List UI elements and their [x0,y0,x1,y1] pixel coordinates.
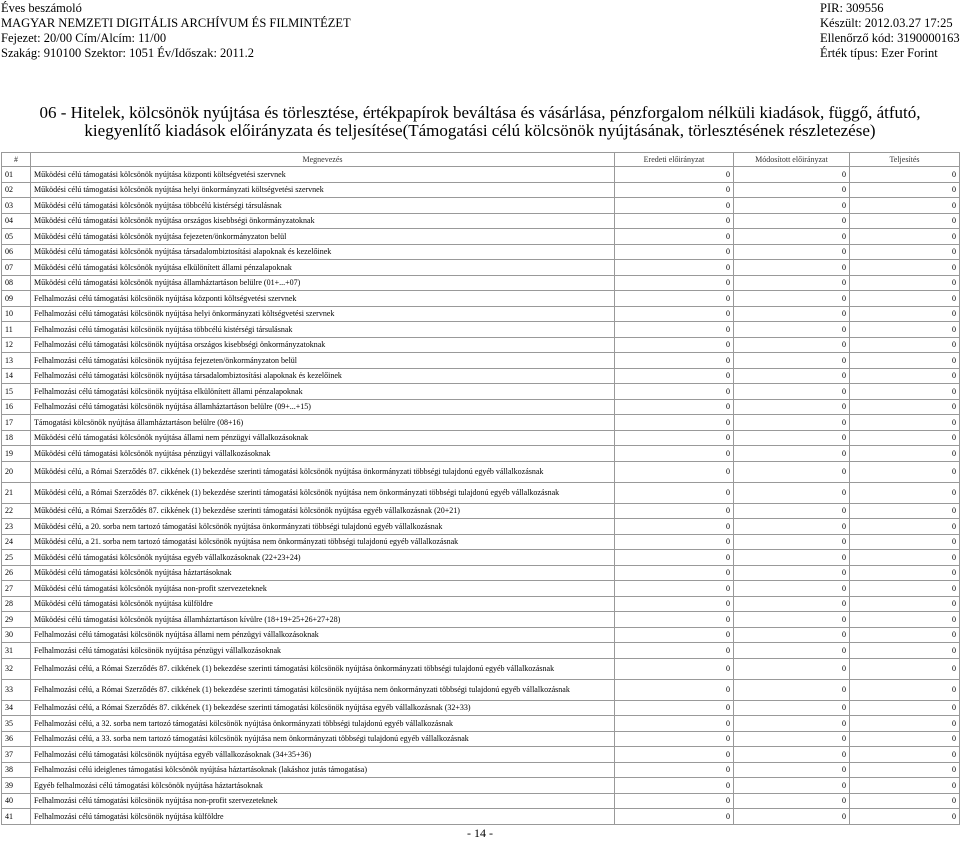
original-value: 0 [615,809,734,825]
row-label: Felhalmozási célú támogatási kölcsönök nyújtása non-profit szervezeteknek [31,793,615,809]
row-label: Működési célú támogatási kölcsönök nyújtása társadalombiztosítási alapoknak és kezelőinek [31,244,615,260]
row-label: Felhalmozási célú, a 32. sorba nem tartozó támogatási kölcsönök nyújtása önkormányzati többségi tulajdonú egyéb vállalkozásnak [31,716,615,732]
actual-value: 0 [850,747,960,763]
table-row [2,430,960,446]
modified-value: 0 [734,399,850,415]
row-number: 15 [2,384,31,400]
row-label: Működési célú támogatási kölcsönök nyújtása külföldre [31,596,615,612]
original-value: 0 [615,244,734,260]
row-number: 19 [2,446,31,462]
sector-period: Szakág: 910100 Szektor: 1051 Év/Időszak: 2011.2 [1,46,254,60]
row-number: 40 [2,793,31,809]
row-label: Felhalmozási célú támogatási kölcsönök nyújtása országos kisebbségi önkormányzatoknak [31,337,615,353]
row-number: 05 [2,229,31,245]
modified-value: 0 [734,612,850,628]
modified-value: 0 [734,627,850,643]
modified-value: 0 [734,581,850,597]
row-number: 20 [2,461,31,482]
table-row [2,534,960,550]
actual-value: 0 [850,182,960,198]
row-label: Működési célú, a 21. sorba nem tartozó támogatási kölcsönök nyújtása nem önkormányzati többségi tulajdonú egyéb vállalkozásnak [31,534,615,550]
original-value: 0 [615,762,734,778]
actual-value: 0 [850,384,960,400]
table-row [2,793,960,809]
original-value: 0 [615,612,734,628]
original-value: 0 [615,306,734,322]
table-row [2,519,960,535]
row-label: Felhalmozási célú támogatási kölcsönök nyújtása államháztartáson belülre (09+...+15) [31,399,615,415]
actual-value: 0 [850,337,960,353]
table-row [2,581,960,597]
actual-value: 0 [850,700,960,716]
row-number: 39 [2,778,31,794]
modified-value: 0 [734,658,850,679]
table-row [2,700,960,716]
table-row [2,627,960,643]
table-row [2,482,960,503]
original-value: 0 [615,182,734,198]
modified-value: 0 [734,793,850,809]
original-value: 0 [615,519,734,535]
actual-value: 0 [850,322,960,338]
original-value: 0 [615,700,734,716]
row-number: 12 [2,337,31,353]
row-label: Működési célú támogatási kölcsönök nyújtása fejezeten/önkormányzaton belül [31,229,615,245]
table-row [2,679,960,700]
original-value: 0 [615,291,734,307]
row-label: Működési célú, a Római Szerződés 87. cikkének (1) bekezdése szerinti támogatási kölcsönök nyújtása önkormányzati többségi tulajdonú egyéb vállalkozásnak [31,461,615,482]
row-number: 03 [2,198,31,214]
actual-value: 0 [850,213,960,229]
modified-value: 0 [734,809,850,825]
row-number: 38 [2,762,31,778]
actual-value: 0 [850,482,960,503]
original-value: 0 [615,399,734,415]
loan-table [1,152,960,825]
actual-value: 0 [850,430,960,446]
column-header-original: Eredeti előirányzat [615,153,734,167]
modified-value: 0 [734,229,850,245]
table-row [2,643,960,659]
modified-value: 0 [734,731,850,747]
row-label: Működési célú támogatási kölcsönök nyújtása egyéb vállalkozásoknak (22+23+24) [31,550,615,566]
modified-value: 0 [734,260,850,276]
row-label: Felhalmozási célú támogatási kölcsönök nyújtása állami nem pénzügyi vállalkozásoknak [31,627,615,643]
row-number: 22 [2,503,31,519]
original-value: 0 [615,353,734,369]
modified-value: 0 [734,167,850,183]
column-header-modified: Módosított előirányzat [734,153,850,167]
actual-value: 0 [850,167,960,183]
actual-value: 0 [850,229,960,245]
modified-value: 0 [734,384,850,400]
row-label: Felhalmozási célú támogatási kölcsönök nyújtása központi költségvetési szervnek [31,291,615,307]
table-row [2,778,960,794]
row-number: 24 [2,534,31,550]
modified-value: 0 [734,415,850,431]
row-label: Működési célú támogatási kölcsönök nyújtása többcélú kistérségi társulásnak [31,198,615,214]
row-number: 27 [2,581,31,597]
actual-value: 0 [850,658,960,679]
modified-value: 0 [734,778,850,794]
modified-value: 0 [734,244,850,260]
row-label: Működési célú, a Római Szerződés 87. cikkének (1) bekezdése szerinti támogatási kölcsönök nyújtása egyéb vállalkozásnak (20+21) [31,503,615,519]
original-value: 0 [615,430,734,446]
original-value: 0 [615,446,734,462]
table-row [2,716,960,732]
table-row [2,415,960,431]
actual-value: 0 [850,581,960,597]
row-label: Felhalmozási célú támogatási kölcsönök nyújtása pénzügyi vállalkozásoknak [31,643,615,659]
modified-value: 0 [734,700,850,716]
actual-value: 0 [850,260,960,276]
original-value: 0 [615,596,734,612]
row-number: 09 [2,291,31,307]
row-label: Működési célú, a Római Szerződés 87. cikkének (1) bekezdése szerinti támogatási kölcsönök nyújtása nem önkormányzati többségi tulajdonú egyéb vállalkozásnak [31,482,615,503]
actual-value: 0 [850,244,960,260]
row-number: 02 [2,182,31,198]
row-label: Működési célú támogatási kölcsönök nyújtása állami nem pénzügyi vállalkozásoknak [31,430,615,446]
page-title: 06 - Hitelek, kölcsönök nyújtása és törlesztése, értékpapírok beváltása és vásárlása, pénzforgalom nélküli kiadások, függő, átfutó, kiegyenlítő kiadások előirányzata és teljesítése(Támogatási célú kölcsönök nyújtásának, törlesztésének részletezése) [39,103,921,140]
modified-value: 0 [734,747,850,763]
row-number: 06 [2,244,31,260]
modified-value: 0 [734,291,850,307]
original-value: 0 [615,793,734,809]
row-number: 14 [2,368,31,384]
modified-value: 0 [734,762,850,778]
table-row [2,384,960,400]
modified-value: 0 [734,198,850,214]
table-row [2,446,960,462]
actual-value: 0 [850,762,960,778]
table-row [2,399,960,415]
header-right [820,1,960,61]
actual-value: 0 [850,306,960,322]
table-row [2,809,960,825]
row-number: 31 [2,643,31,659]
row-number: 07 [2,260,31,276]
table-row [2,550,960,566]
row-label: Felhalmozási célú ideiglenes támogatási kölcsönök nyújtása háztartásoknak (lakáshoz jutás támogatása) [31,762,615,778]
row-label: Működési célú támogatási kölcsönök nyújtása elkülönített állami pénzalapoknak [31,260,615,276]
original-value: 0 [615,461,734,482]
actual-value: 0 [850,461,960,482]
table-row [2,747,960,763]
modified-value: 0 [734,519,850,535]
original-value: 0 [615,643,734,659]
table-row [2,182,960,198]
row-label: Felhalmozási célú, a Római Szerződés 87. cikkének (1) bekezdése szerinti támogatási kölcsönök nyújtása önkormányzati többségi tulajdonú egyéb vállalkozásnak [31,658,615,679]
actual-value: 0 [850,368,960,384]
actual-value: 0 [850,809,960,825]
row-label: Felhalmozási célú támogatási kölcsönök nyújtása külföldre [31,809,615,825]
table-row [2,322,960,338]
row-label: Felhalmozási célú támogatási kölcsönök nyújtása többcélú kistérségi társulásnak [31,322,615,338]
actual-value: 0 [850,399,960,415]
table-header [2,153,960,167]
report-type: Éves beszámoló [1,1,82,15]
row-label: Működési célú támogatási kölcsönök nyújtása non-profit szervezeteknek [31,581,615,597]
row-label: Felhalmozási célú támogatási kölcsönök nyújtása elkülönített állami pénzalapoknak [31,384,615,400]
original-value: 0 [615,581,734,597]
actual-value: 0 [850,503,960,519]
row-label: Működési célú támogatási kölcsönök nyújtása államháztartáson belülre (01+...+07) [31,275,615,291]
original-value: 0 [615,275,734,291]
row-number: 28 [2,596,31,612]
actual-value: 0 [850,275,960,291]
modified-value: 0 [734,275,850,291]
value-type: Érték típus: Ezer Forint [820,46,938,60]
original-value: 0 [615,368,734,384]
modified-value: 0 [734,337,850,353]
row-label: Felhalmozási célú támogatási kölcsönök nyújtása fejezeten/önkormányzaton belül [31,353,615,369]
row-label: Egyéb felhalmozási célú támogatási kölcsönök nyújtása háztartásoknak [31,778,615,794]
row-number: 30 [2,627,31,643]
original-value: 0 [615,503,734,519]
modified-value: 0 [734,446,850,462]
modified-value: 0 [734,596,850,612]
original-value: 0 [615,482,734,503]
row-number: 23 [2,519,31,535]
original-value: 0 [615,565,734,581]
row-number: 13 [2,353,31,369]
modified-value: 0 [734,482,850,503]
header-left [1,1,351,61]
row-label: Támogatási kölcsönök nyújtása államháztartáson belülre (08+16) [31,415,615,431]
table-row [2,762,960,778]
original-value: 0 [615,731,734,747]
checksum-code: Ellenőrző kód: 3190000163 [820,31,960,45]
actual-value: 0 [850,415,960,431]
actual-value: 0 [850,565,960,581]
row-label: Működési célú támogatási kölcsönök nyújtása háztartásoknak [31,565,615,581]
row-number: 01 [2,167,31,183]
actual-value: 0 [850,679,960,700]
actual-value: 0 [850,353,960,369]
page-number: - 14 - [467,826,493,840]
column-header-number: # [2,153,31,167]
table-row [2,167,960,183]
table-row [2,658,960,679]
table-row [2,198,960,214]
row-number: 36 [2,731,31,747]
actual-value: 0 [850,519,960,535]
row-label: Működési célú támogatási kölcsönök nyújtása országos kisebbségi önkormányzatoknak [31,213,615,229]
original-value: 0 [615,550,734,566]
row-label: Felhalmozási célú támogatási kölcsönök nyújtása egyéb vállalkozásoknak (34+35+36) [31,747,615,763]
original-value: 0 [615,213,734,229]
table-row [2,612,960,628]
table-body [2,167,960,825]
table-row [2,368,960,384]
row-number: 33 [2,679,31,700]
original-value: 0 [615,337,734,353]
modified-value: 0 [734,306,850,322]
row-number: 37 [2,747,31,763]
modified-value: 0 [734,679,850,700]
table-row [2,244,960,260]
row-number: 32 [2,658,31,679]
chapter-title: Fejezet: 20/00 Cím/Alcím: 11/00 [1,31,167,45]
column-header-name: Megnevezés [31,153,615,167]
original-value: 0 [615,167,734,183]
table-row [2,353,960,369]
original-value: 0 [615,322,734,338]
row-number: 34 [2,700,31,716]
table-row [2,731,960,747]
modified-value: 0 [734,503,850,519]
row-label: Felhalmozási célú, a Római Szerződés 87. cikkének (1) bekezdése szerinti támogatási kölcsönök nyújtása egyéb vállalkozásnak (32+33) [31,700,615,716]
actual-value: 0 [850,643,960,659]
row-label: Felhalmozási célú, a Római Szerződés 87. cikkének (1) bekezdése szerinti támogatási kölcsönök nyújtása nem önkormányzati többségi tulajdonú egyéb vállalkozásnak [31,679,615,700]
row-number: 29 [2,612,31,628]
modified-value: 0 [734,565,850,581]
original-value: 0 [615,716,734,732]
actual-value: 0 [850,198,960,214]
row-label: Felhalmozási célú, a 33. sorba nem tartozó támogatási kölcsönök nyújtása nem önkormányzati többségi tulajdonú egyéb vállalkozásnak [31,731,615,747]
actual-value: 0 [850,446,960,462]
row-number: 11 [2,322,31,338]
modified-value: 0 [734,182,850,198]
table-row [2,461,960,482]
table-row [2,596,960,612]
modified-value: 0 [734,550,850,566]
original-value: 0 [615,534,734,550]
modified-value: 0 [734,461,850,482]
table-row [2,503,960,519]
row-label: Működési célú támogatási kölcsönök nyújtása helyi önkormányzati költségvetési szervnek [31,182,615,198]
modified-value: 0 [734,322,850,338]
row-number: 26 [2,565,31,581]
actual-value: 0 [850,550,960,566]
table-row [2,260,960,276]
organization-name: MAGYAR NEMZETI DIGITÁLIS ARCHÍVUM ÉS FILMINTÉZET [1,16,351,30]
row-number: 04 [2,213,31,229]
modified-value: 0 [734,430,850,446]
row-label: Működési célú, a 20. sorba nem tartozó támogatási kölcsönök nyújtása önkormányzati többségi tulajdonú egyéb vállalkozásnak [31,519,615,535]
row-number: 41 [2,809,31,825]
table-row [2,275,960,291]
original-value: 0 [615,778,734,794]
modified-value: 0 [734,716,850,732]
table-row [2,291,960,307]
actual-value: 0 [850,612,960,628]
original-value: 0 [615,658,734,679]
row-number: 16 [2,399,31,415]
modified-value: 0 [734,368,850,384]
row-label: Működési célú támogatási kölcsönök nyújtása központi költségvetési szervnek [31,167,615,183]
actual-value: 0 [850,627,960,643]
row-number: 21 [2,482,31,503]
row-number: 18 [2,430,31,446]
table-row [2,213,960,229]
table-row [2,306,960,322]
created-timestamp: Készült: 2012.03.27 17:25 [820,16,953,30]
pir-number: PIR: 309556 [820,1,884,15]
actual-value: 0 [850,778,960,794]
original-value: 0 [615,198,734,214]
row-label: Felhalmozási célú támogatási kölcsönök nyújtása társadalombiztosítási alapoknak és kezelőinek [31,368,615,384]
table-row [2,229,960,245]
original-value: 0 [615,679,734,700]
row-number: 10 [2,306,31,322]
original-value: 0 [615,260,734,276]
modified-value: 0 [734,353,850,369]
row-number: 25 [2,550,31,566]
original-value: 0 [615,747,734,763]
row-number: 35 [2,716,31,732]
actual-value: 0 [850,716,960,732]
row-number: 17 [2,415,31,431]
original-value: 0 [615,384,734,400]
modified-value: 0 [734,643,850,659]
actual-value: 0 [850,731,960,747]
actual-value: 0 [850,534,960,550]
modified-value: 0 [734,534,850,550]
original-value: 0 [615,627,734,643]
table-row [2,337,960,353]
original-value: 0 [615,415,734,431]
column-header-actual: Teljesítés [850,153,960,167]
modified-value: 0 [734,213,850,229]
row-label: Működési célú támogatási kölcsönök nyújtása államháztartáson kívülre (18+19+25+26+27+28) [31,612,615,628]
actual-value: 0 [850,291,960,307]
row-number: 08 [2,275,31,291]
row-label: Működési célú támogatási kölcsönök nyújtása pénzügyi vállalkozásoknak [31,446,615,462]
original-value: 0 [615,229,734,245]
row-label: Felhalmozási célú támogatási kölcsönök nyújtása helyi önkormányzati költségvetési szervnek [31,306,615,322]
table-row [2,565,960,581]
actual-value: 0 [850,793,960,809]
actual-value: 0 [850,596,960,612]
